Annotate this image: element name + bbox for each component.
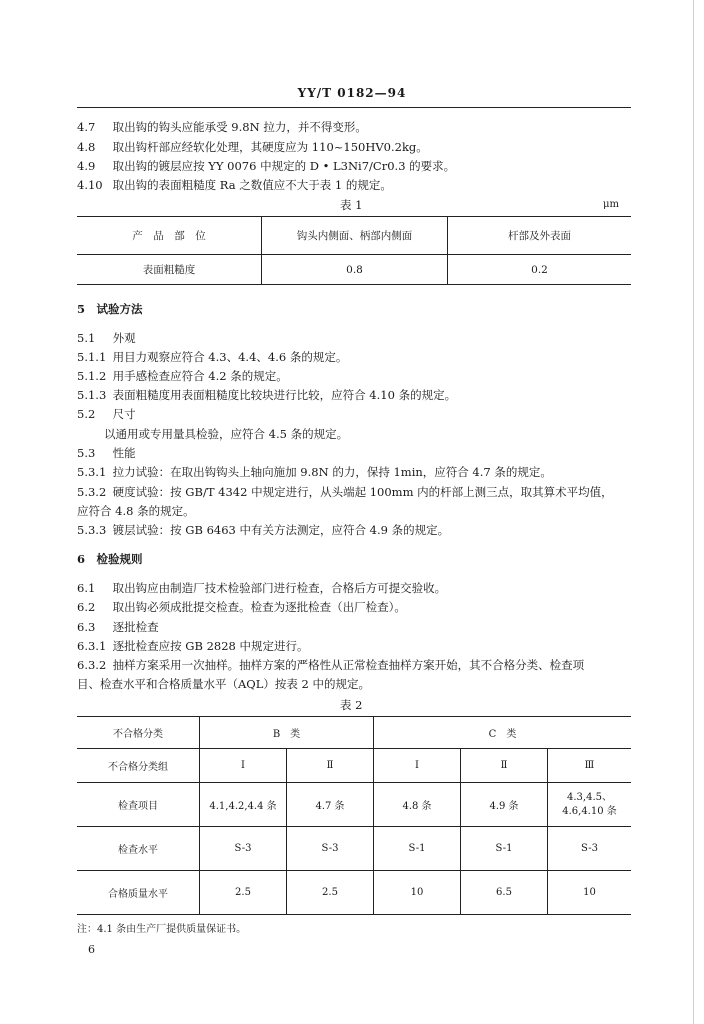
table2-cell: 10: [548, 871, 632, 915]
clause-5-1-2: 5.1.2 用手感检查应符合 4.2 条的规定。: [77, 369, 288, 383]
table2-group-c2: Ⅱ: [461, 749, 548, 783]
table1-header-inner: 钩头内侧面、柄部内侧面: [262, 217, 448, 255]
clause-5-3: 5.3 性能: [77, 446, 136, 460]
table2-cell: 6.5: [461, 871, 548, 915]
table2-group-b1: Ⅰ: [200, 749, 287, 783]
table2: [77, 716, 631, 915]
table2-row-label-aql: 合格质量水平: [77, 871, 200, 915]
table2-caption: 表 2: [340, 698, 363, 712]
table2-class-label: 不合格分类: [77, 717, 200, 749]
clause-5-1-1: 5.1.1 用目力观察应符合 4.3、4.4、4.6 条的规定。: [77, 350, 348, 364]
table2-cell: 4.9 条: [461, 783, 548, 827]
clause-6-3-1: 6.3.1 逐批检查应按 GB 2828 中规定进行。: [77, 639, 309, 653]
table2-class-c: C 类: [374, 717, 632, 749]
clause-5-3-2-cont: 应符合 4.8 条的规定。: [77, 504, 195, 518]
section6-title: 6 检验规则: [77, 552, 143, 566]
clause-4-9: 4.9 取出钩的镀层应按 YY 0076 中规定的 D • L3Ni7/Cr0.3 的要求。: [77, 159, 456, 173]
table2-cell: S-3: [548, 827, 632, 871]
clause-6-1: 6.1 取出钩应由制造厂技术检验部门进行检查，合格后方可提交验收。: [77, 581, 447, 595]
table2-group-c3: Ⅲ: [548, 749, 632, 783]
clause-5-3-1: 5.3.1 拉力试验：在取出钩钩头上轴向施加 9.8N 的力，保持 1min，应符合 4.7 条的规定。: [77, 465, 552, 479]
table1-caption: 表 1: [340, 198, 363, 212]
clause-4-8: 4.8 取出钩杆部应经软化处理，其硬度应为 110~150HV0.2kg。: [77, 140, 428, 154]
table1-row-label: 表面粗糙度: [77, 255, 262, 285]
scan-edge: [693, 0, 694, 1024]
clause-4-10: 4.10 取出钩的表面粗糙度 Ra 之数值应不大于表 1 的规定。: [77, 178, 392, 192]
table2-cell: 4.8 条: [374, 783, 461, 827]
clause-5-1-3: 5.1.3 表面粗糙度用表面粗糙度比较块进行比较，应符合 4.10 条的规定。: [77, 388, 457, 402]
table1-value-inner: 0.8: [262, 255, 448, 285]
table2-note: 注：4.1 条由生产厂提供质量保证书。: [77, 924, 247, 935]
table2-cell: S-3: [287, 827, 374, 871]
clause-6-3-2: 6.3.2 抽样方案采用一次抽样。抽样方案的严格性从正常检查抽样方案开始，其不合格分类、检查项: [77, 658, 585, 672]
table2-cell: 2.5: [287, 871, 374, 915]
standard-header: YY/T 0182—94: [297, 86, 407, 100]
clause-6-2: 6.2 取出钩必须成批提交检查。检查为逐批检查（出厂检查）。: [77, 600, 406, 614]
clause-4-7: 4.7 取出钩的钩头应能承受 9.8N 拉力，并不得变形。: [77, 120, 367, 134]
table1-header-outer: 杆部及外表面: [448, 217, 632, 255]
clause-5-1: 5.1 外观: [77, 331, 136, 345]
header-rule: [77, 107, 631, 108]
clause-6-3: 6.3 逐批检查: [77, 620, 159, 634]
table1-value-outer: 0.2: [448, 255, 632, 285]
table2-cell: 2.5: [200, 871, 287, 915]
table2-cell: 10: [374, 871, 461, 915]
clause-5-2-text: 以通用或专用量具检验，应符合 4.5 条的规定。: [104, 427, 349, 441]
table2-row-label-level: 检查水平: [77, 827, 200, 871]
table2-group-label: 不合格分类组: [77, 749, 200, 783]
table2-cell: 4.1,4.2,4.4 条: [200, 783, 287, 827]
table2-cell: S-1: [374, 827, 461, 871]
table2-cell: 4.3,4.5、 4.6,4.10 条: [548, 783, 632, 827]
table2-row-label-items: 检查项目: [77, 783, 200, 827]
table1-unit: μm: [603, 199, 619, 210]
clause-5-3-3: 5.3.3 镀层试验：按 GB 6463 中有关方法测定，应符合 4.9 条的规定。: [77, 523, 450, 537]
table2-group-b2: Ⅱ: [287, 749, 374, 783]
section5-title: 5 试验方法: [77, 302, 143, 316]
clause-5-3-2: 5.3.2 硬度试验：按 GB/T 4342 中规定进行，从头端起 100mm 内的杆部上测三点，取其算术平均值，: [77, 485, 613, 499]
table1-header-part: 产 品 部 位: [77, 217, 262, 255]
table2-cell: S-3: [200, 827, 287, 871]
table2-cell: 4.7 条: [287, 783, 374, 827]
table2-cell: S-1: [461, 827, 548, 871]
page-number: 6: [88, 943, 95, 956]
table1: [77, 216, 631, 285]
clause-6-3-2-cont: 目、检查水平和合格质量水平（AQL）按表 2 中的规定。: [77, 677, 370, 691]
table2-group-c1: Ⅰ: [374, 749, 461, 783]
table2-class-b: B 类: [200, 717, 374, 749]
clause-5-2: 5.2 尺寸: [77, 407, 136, 421]
